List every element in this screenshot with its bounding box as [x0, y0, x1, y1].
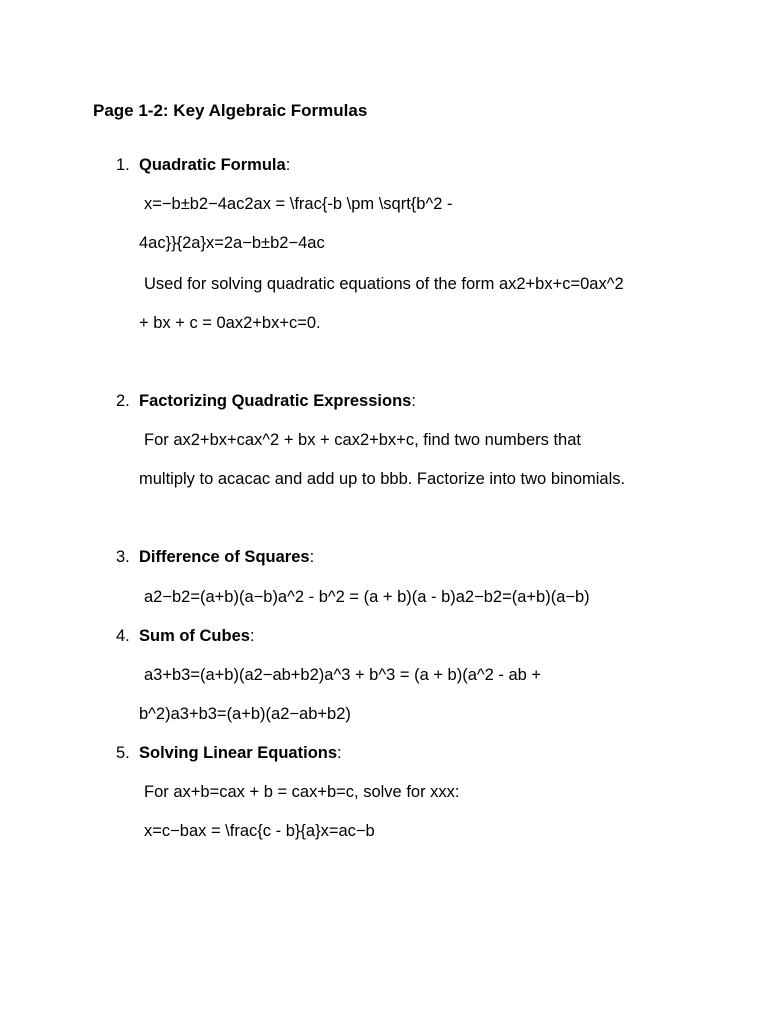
formula-line: 4ac}}{2a}x=2a−b±b2−4ac	[139, 234, 325, 252]
item-title: Quadratic Formula	[139, 156, 286, 174]
body-text: For ax+b=cax + b = cax+b=c, solve for xxx:	[144, 783, 460, 801]
item-title: Sum of Cubes	[139, 627, 250, 645]
item-heading	[139, 548, 314, 567]
heading-colon: :	[249, 627, 255, 645]
formula-line: b^2)a3+b3=(a+b)(a2−ab+b2)	[139, 705, 351, 723]
item-heading	[139, 156, 290, 175]
list-number: 3.	[116, 548, 130, 566]
formula-line: x=c−bax = \frac{c - b}{a}x=ac−b	[144, 822, 375, 840]
heading-colon: :	[337, 744, 342, 762]
list-number: 5.	[116, 744, 130, 762]
item-title: Factorizing Quadratic Expressions	[139, 392, 412, 410]
body-text: Used for solving quadratic equations of the form ax2+bx+c=0ax^2	[144, 275, 624, 293]
item-heading	[139, 744, 342, 763]
body-text: multiply to acacac and add up to bbb. Factorize into two binomials.	[139, 470, 626, 488]
item-title: Difference of Squares	[139, 548, 310, 566]
item-title: Solving Linear Equations	[139, 744, 338, 762]
page-title: Page 1-2: Key Algebraic Formulas	[93, 101, 368, 120]
item-heading	[139, 392, 416, 411]
item-heading	[139, 627, 255, 646]
heading-colon: :	[411, 392, 416, 410]
heading-colon: :	[285, 156, 291, 174]
list-number: 1.	[116, 156, 130, 174]
body-text: + bx + c = 0ax2+bx+c=0.	[139, 314, 321, 332]
heading-colon: :	[309, 548, 315, 566]
body-text: For ax2+bx+cax^2 + bx + cax2+bx+c, find two numbers that	[144, 431, 581, 449]
list-number: 4.	[116, 627, 130, 645]
formula-line: a3+b3=(a+b)(a2−ab+b2)a^3 + b^3 = (a + b)(a^2 - ab +	[144, 666, 542, 684]
list-number: 2.	[116, 392, 130, 410]
formula-line: x=−b±b2−4ac2ax = \frac{-b \pm \sqrt{b^2 -	[144, 195, 453, 213]
formula-line: a2−b2=(a+b)(a−b)a^2 - b^2 = (a + b)(a - b)a2−b2=(a+b)(a−b)	[144, 588, 590, 606]
